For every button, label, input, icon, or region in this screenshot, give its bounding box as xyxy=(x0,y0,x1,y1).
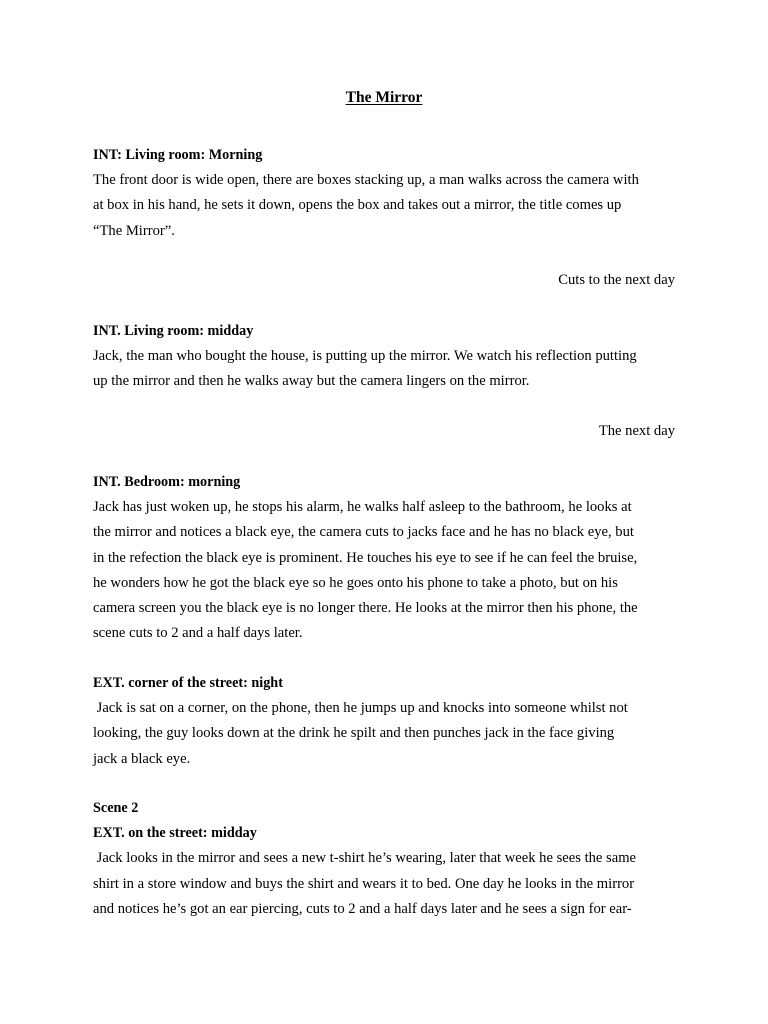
scene-label: Scene 2 xyxy=(93,800,139,816)
scene-line: Jack, the man who bought the house, is putting up the mirror. We watch his reflection putting xyxy=(93,348,637,365)
scene-heading: INT. Living room: midday xyxy=(93,323,254,339)
scene-description xyxy=(93,696,675,772)
scene-description xyxy=(93,495,675,646)
scene-transition: The next day xyxy=(598,423,675,439)
scene-block-4 xyxy=(93,671,675,772)
scene-block-5 xyxy=(93,796,675,922)
scene-line: The front door is wide open, there are boxes stacking up, a man walks across the camera with xyxy=(93,172,639,189)
scene-line: jack a black eye. xyxy=(93,750,191,767)
scene-description xyxy=(93,168,675,244)
scene-heading: INT. Bedroom: morning xyxy=(93,474,241,490)
scene-line: and notices he’s got an ear piercing, cuts to 2 and a half days later and he sees a sign for ear- xyxy=(93,900,632,917)
scene-line: he wonders how he got the black eye so he goes onto his phone to take a photo, but on his xyxy=(93,574,618,591)
scene-description xyxy=(93,846,675,922)
scene-line: shirt in a store window and buys the shirt and wears it to bed. One day he looks in the mirror xyxy=(93,875,635,892)
scene-line: at box in his hand, he sets it down, opens the box and takes out a mirror, the title comes up xyxy=(93,197,622,214)
scene-line: up the mirror and then he walks away but the camera lingers on the mirror. xyxy=(93,373,530,390)
scene-block-1 xyxy=(93,143,675,244)
scene-block-3 xyxy=(93,470,675,646)
document-title xyxy=(93,88,675,108)
scene-line: looking, the guy looks down at the drink he spilt and then punches jack in the face giving xyxy=(93,725,615,742)
document-page xyxy=(93,0,675,1024)
scene-line: Jack is sat on a corner, on the phone, then he jumps up and knocks into someone whilst not xyxy=(93,700,628,717)
scene-heading: INT: Living room: Morning xyxy=(93,147,263,163)
scene-line: Jack has just woken up, he stops his alarm, he walks half asleep to the bathroom, he looks at xyxy=(93,499,632,516)
scene-transition: Cuts to the next day xyxy=(558,272,675,288)
scene-description xyxy=(93,344,675,394)
scene-line: camera screen you the black eye is no longer there. He looks at the mirror then his phone, the xyxy=(93,600,638,617)
scene-line: the mirror and notices a black eye, the camera cuts to jacks face and he has no black eye, but xyxy=(93,524,634,541)
scene-heading: EXT. corner of the street: night xyxy=(93,675,283,691)
scene-line: scene cuts to 2 and a half days later. xyxy=(93,625,303,642)
scene-line: Jack looks in the mirror and sees a new t-shirt he’s wearing, later that week he sees the same xyxy=(93,850,637,867)
scene-heading: EXT. on the street: midday xyxy=(93,825,257,842)
scene-line: “The Mirror”. xyxy=(93,222,175,239)
scene-line: in the refection the black eye is prominent. He touches his eye to see if he can feel the bruise, xyxy=(93,549,638,566)
scene-block-2 xyxy=(93,319,675,395)
document-title-text: The Mirror xyxy=(345,89,423,106)
